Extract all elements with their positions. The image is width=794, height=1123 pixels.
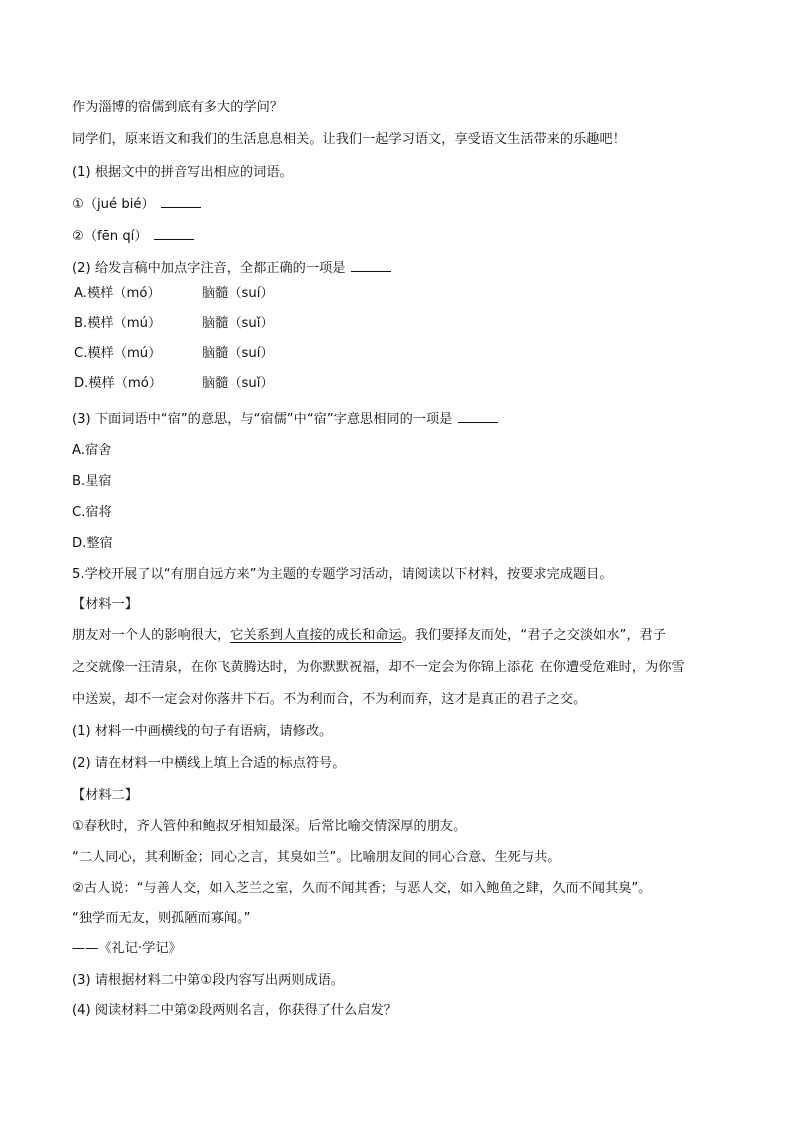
material-2-line-2: “二人同心，其利断金；同心之言，其臭如兰”。比喻朋友间的同心合意、生死与共。 [72, 850, 561, 865]
q1-item-1-text: ①（jué bié） [72, 197, 155, 212]
q1-item-2 [72, 227, 194, 247]
q5-sub-1: (1) 材料一中画横线的句子有语病，请修改。 [72, 724, 333, 739]
q3-option-d: D.整宿 [72, 536, 113, 551]
material-1-text: 朋友对一个人的影响很大， [72, 628, 231, 643]
material-2-title: 【材料二】 [72, 788, 138, 803]
q3-option-b: B.星宿 [72, 474, 112, 489]
q1-item-2-text: ②（fēn qí） [72, 229, 148, 244]
answer-blank[interactable] [458, 410, 498, 423]
q2-option-d [74, 374, 274, 394]
q2-option-b [74, 314, 274, 334]
material-1-line-1 [72, 626, 666, 646]
underlined-sentence: 它关系到人直接的成长和命运 [230, 628, 402, 643]
q5-sub-4: (4) 阅读材料二中第②段两则名言，你获得了什么启发？ [72, 1003, 397, 1018]
answer-blank[interactable] [161, 195, 201, 208]
material-1-text: 在你遭受危难时，为你雪 [539, 660, 685, 675]
material-1-line-3: 中送炭，却不一定会对你落井下石。不为利而合，不为利而弃，这才是真正的君子之交。 [72, 692, 587, 707]
q2-option-d-word1: D.模样（mó） [74, 376, 163, 391]
q2-option-c [74, 344, 274, 364]
q2-option-a-word1: A.模样（mó） [74, 286, 161, 301]
q2-stem-text: (2) 给发言稿中加点字注音，全都正确的一项是 [72, 261, 346, 276]
material-1-line-2 [72, 658, 685, 678]
q2-option-b-word2: 脑髓（suǐ） [202, 316, 274, 331]
material-2-source: ——《礼记·学记》 [72, 941, 182, 956]
answer-blank[interactable] [351, 259, 391, 272]
q3-option-a: A.宿舍 [72, 443, 112, 458]
material-1-text: 之交就像一汪清泉，在你飞黄腾达时，为你默默祝福，却不一定会为你锦上添花 [72, 660, 534, 675]
q2-option-c-word2: 脑髓（suí） [202, 346, 274, 361]
intro-question-line: 作为淄博的宿儒到底有多大的学问？ [72, 100, 283, 115]
q2-option-b-word1: B.模样（mú） [74, 316, 162, 331]
material-2-line-4: “独学而无友，则孤陋而寡闻。” [72, 911, 251, 926]
q3-stem-text: (3) 下面词语中“宿”的意思，与“宿儒”中“宿”字意思相同的一项是 [72, 412, 453, 427]
q1-stem: (1) 根据文中的拼音写出相应的词语。 [72, 165, 293, 180]
material-2-line-3: ②古人说：“与善人交，如入芝兰之室，久而不闻其香；与恶人交，如入鲍鱼之肆，久而不闻其臭”。 [72, 881, 652, 896]
intro-closing-line: 同学们，原来语文和我们的生活息息相关。让我们一起学习语文，享受语文生活带来的乐趣吧！ [72, 132, 626, 147]
q5-stem: 5.学校开展了以“有朋自远方来”为主题的专题学习活动，请阅读以下材料，按要求完成题目。 [72, 567, 613, 582]
answer-blank[interactable] [154, 227, 194, 240]
q2-option-a [74, 284, 274, 304]
q1-item-1 [72, 195, 201, 215]
material-1-title: 【材料一】 [72, 597, 138, 612]
q3-option-c: C.宿将 [72, 505, 112, 520]
material-2-line-1: ①春秋时，齐人管仲和鲍叔牙相知最深。后常比喻交情深厚的朋友。 [72, 819, 467, 834]
q2-option-c-word1: C.模样（mú） [74, 346, 162, 361]
q5-sub-3: (3) 请根据材料二中第①段内容写出两则成语。 [72, 973, 345, 988]
q2-option-a-word2: 脑髓（suí） [202, 286, 274, 301]
q5-sub-2: (2) 请在材料一中横线上填上合适的标点符号。 [72, 756, 346, 771]
q2-option-d-word2: 脑髓（suǐ） [202, 376, 274, 391]
q2-stem [72, 259, 391, 279]
material-1-text: 。我们要择友而处，“君子之交淡如水”，君子 [401, 628, 666, 643]
q3-stem [72, 410, 498, 430]
